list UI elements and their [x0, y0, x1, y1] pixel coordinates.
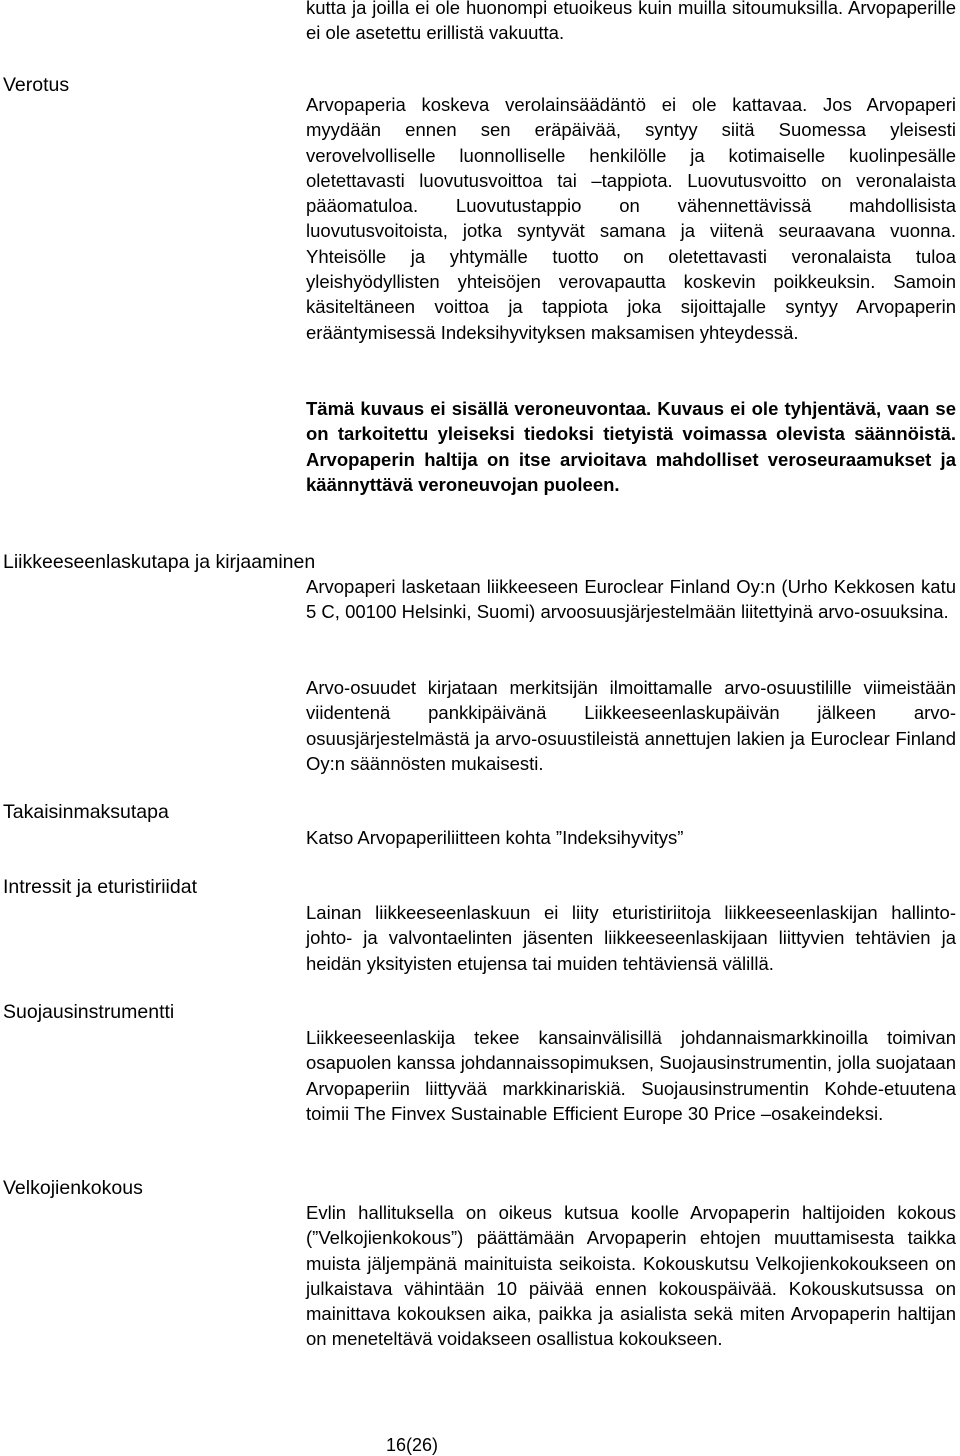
settlement-paragraph-1: Arvopaperi lasketaan liikkeeseen Euroclear Finland Oy:n (Urho Kekkosen katu 5 C, 00100 Helsinki, Suomi) arvoosuusjärjestelmään liitettyinä arvo-osuuksina.: [306, 576, 956, 623]
section-heading-meeting: Velkojienkokous: [3, 1177, 143, 1199]
taxation-paragraph: Arvopaperia koskeva verolainsäädäntö ei ole kattavaa. Jos Arvopaperi myydään ennen sen eräpäivää, syntyy siitä Suomessa yleisesti verovelvolliselle luonnolliselle henkilölle ja kotimaiselle kuolinpesälle oletettavasti luovutusvoittoa tai –tappiota. Luovutusvoitto on veronalaista pääomatuloa. Luovutustappio on vähennettävissä mahdollisista luovutusvoitoista, jotka syntyvät samana ja viitenä seuraavana vuonna. Yhteisölle ja yhtymälle tuotto on oletettavasti veronalaista tuloa yleishyödyllisten yhteisöjen verovapautta koskevin poikkeuksin. Samoin käsiteltäneen voittoa ja tappiota joka sijoittajalle syntyy Arvopaperin erääntymisessä Indeksihyvityksen maksamisen yhteydessä.: [306, 94, 956, 343]
section-heading-taxation: Verotus: [3, 74, 70, 96]
section-heading-hedging: Suojausinstrumentti: [3, 1001, 175, 1023]
section-heading-settlement: Liikkeeseenlaskutapa ja kirjaaminen: [3, 551, 316, 573]
page-number: 16(26): [386, 1435, 439, 1455]
conflicts-paragraph: Lainan liikkeeseenlaskuun ei liity eturistiriitoja liikkeeseenlaskijan hallinto- johto- ja valvontaelinten jäsenten liikkeeseenlaskijaan liittyvien tehtävien ja heidän yksityisten etujensa tai muiden tehtäviensä välillä.: [306, 902, 956, 974]
section-heading-repayment: Takaisinmaksutapa: [3, 801, 169, 823]
continued-paragraph: kutta ja joilla ei ole huonompi etuoikeus kuin muilla sitoumuksilla. Arvopaperille ei ole asetettu erillistä vakuutta.: [306, 0, 956, 44]
tax-disclaimer: Tämä kuvaus ei sisällä veroneuvontaa. Kuvaus ei ole tyhjentävä, vaan se on tarkoitettu yleiseksi tiedoksi tietyistä voimassa olevista säännöistä. Arvopaperin haltija on itse arvioitava mahdolliset veroseuraamukset ja käännyttävä veroneuvojan puoleen.: [306, 398, 956, 495]
hedging-paragraph: Liikkeeseenlaskija tekee kansainvälisillä johdannaismarkkinoilla toimivan osapuolen kanssa johdannaissopimuksen, Suojausinstrumentin, jolla suojataan Arvopaperiin liittyvää markkinariskiä. Suojausinstrumentin Kohde-etuutena toimii The Finvex Sustainable Efficient Europe 30 Price –osakeindeksi.: [306, 1027, 956, 1124]
meeting-paragraph: Evlin hallituksella on oikeus kutsua koolle Arvopaperin haltijoiden kokous (”Velkojienkokous”) päättämään Arvopaperin ehtojen muuttamisesta taikka muista jäljempänä mainituista seikoista. Kokouskutsu Velkojienkokoukseen on julkaistava vähintään 10 päivää ennen kokouspäivää. Kokouskutsussa on mainittava kokouksen aika, paikka ja asialista sekä miten Arvopaperin haltijan on meneteltävä voidakseen osallistua kokoukseen.: [306, 1202, 956, 1350]
repayment-paragraph: Katso Arvopaperiliitteen kohta ”Indeksihyvitys”: [306, 827, 684, 848]
section-heading-conflicts: Intressit ja eturistiriidat: [3, 876, 197, 898]
settlement-paragraph-2: Arvo-osuudet kirjataan merkitsijän ilmoittamalle arvo-osuustilille viimeistään viidentenä pankkipäivänä Liikkeeseenlaskupäivän jälkeen arvo-osuusjärjestelmästä ja arvo-osuustileistä annettujen lakien ja Euroclear Finland Oy:n säännösten mukaisesti.: [306, 677, 956, 774]
